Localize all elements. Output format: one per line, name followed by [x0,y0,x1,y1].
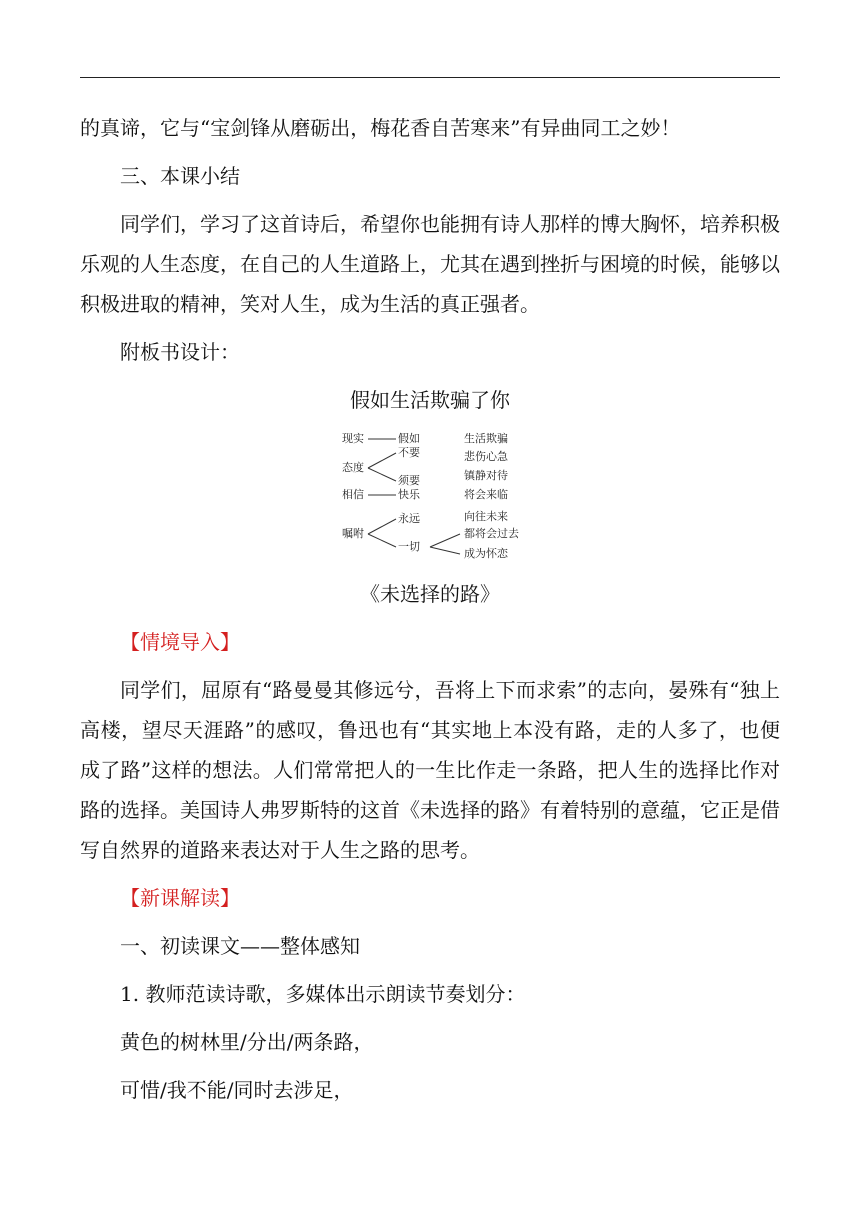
poem-line-1: 黄色的树林里/分出/两条路， [120,1030,374,1054]
label-xiangwang: 向往未来 [464,510,508,523]
line-zhufu-yiqie [368,534,396,547]
tag-situation: 【情境导入】 [120,630,240,654]
poem-line-2: 可惜/我不能/同时去涉足， [120,1078,354,1102]
section3-heading: 三、本课小结 [120,164,240,188]
line-zhufu-yongyuan [368,519,396,534]
section1-heading: 一、初读课文——整体感知 [120,934,360,958]
label-jianglai: 将会来临 [464,488,508,501]
header-rule [80,77,780,78]
diagram-lines [80,426,780,566]
line-yiqie-guoqu [430,534,460,547]
label-jiaru: 假如 [398,432,420,445]
label-xianshi: 现实 [342,432,364,445]
label-buyao: 不要 [398,446,420,459]
intro-line: 的真谛，它与“宝剑锋从磨砺出，梅花香自苦寒来”有异曲同工之妙！ [80,116,681,140]
label-xiangxin: 相信 [342,488,364,501]
situation-paragraph: 同学们，屈原有“路曼曼其修远兮，吾将上下而求索”的志向，晏殊有“独上高楼，望尽天涯路”的感叹，鲁迅也有“其实地上本没有路，走的人多了，也便成了路”这样的想法。人们常常把人的一生比作走一条路，把人生的选择比作对路的选择。美国诗人弗罗斯特的这首《未选择的路》有着特别的意蕴，它正是借写自然界的道路来表达对于人生之路的思考。 [80,678,780,862]
label-huailian: 成为怀恋 [464,547,508,560]
label-yongyuan: 永远 [398,512,420,525]
label-taidu: 态度 [342,461,364,474]
line-taidu-buyao [368,453,396,468]
label-shenghuo-qipian: 生活欺骗 [464,432,508,445]
label-zhenjing: 镇静对待 [464,469,508,482]
label-zhufu: 嘱咐 [342,527,364,540]
label-guoqu: 都将会过去 [464,527,519,540]
step1-text: 1. 教师范读诗歌，多媒体出示朗读节奏划分： [120,982,526,1006]
board-diagram [80,426,780,566]
next-lesson-title: 《未选择的路》 [360,582,500,606]
label-xuyao: 须要 [398,474,420,487]
label-yiqie: 一切 [398,540,420,553]
board-title: 假如生活欺骗了你 [350,388,510,412]
line-taidu-xuyao [368,468,396,481]
document-body [80,108,780,1110]
tag-new-lesson: 【新课解读】 [120,886,240,910]
label-beishang: 悲伤心急 [464,450,508,463]
board-label: 附板书设计： [120,340,240,364]
line-yiqie-huailian [430,547,460,554]
summary-paragraph: 同学们，学习了这首诗后，希望你也能拥有诗人那样的博大胸怀，培养积极乐观的人生态度，在自己的人生道路上，尤其在遇到挫折与困境的时候，能够以积极进取的精神，笑对人生，成为生活的真正强者。 [80,212,780,316]
label-kuaile: 快乐 [398,488,420,501]
